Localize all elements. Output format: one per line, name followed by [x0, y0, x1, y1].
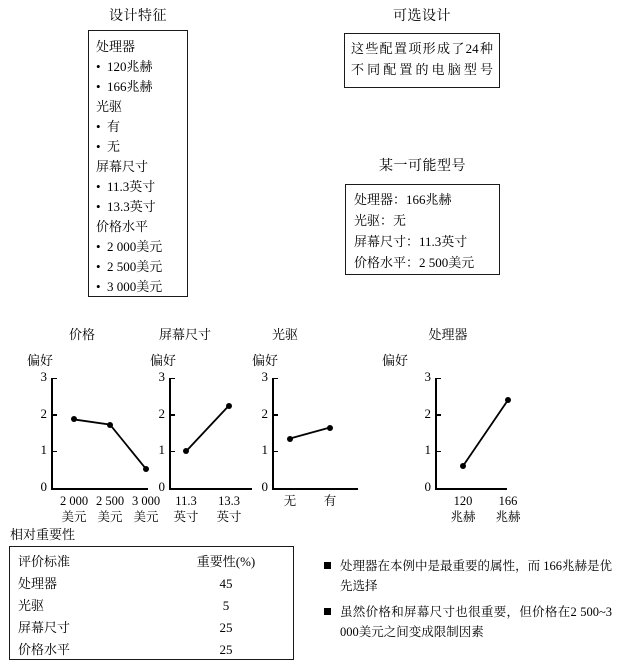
chart-data-point — [505, 397, 511, 403]
x-tick-label: 120 兆赫 — [450, 494, 476, 524]
bullet-glyph: • — [96, 59, 101, 74]
x-tick-label: 3 000 美元 — [131, 494, 161, 524]
feature-group-name: 光驱 — [96, 99, 123, 114]
feature-group-name: 处理器 — [96, 39, 136, 54]
y-tick-mark — [436, 414, 441, 416]
y-tick-label: 1 — [261, 442, 268, 458]
model-line: 价格水平：2 500美元 — [354, 255, 475, 270]
notes-list — [324, 556, 612, 648]
bullet-glyph: • — [96, 179, 101, 194]
chart-y-axis-label: 偏好 — [27, 353, 54, 368]
x-tick-label: 11.3 英寸 — [173, 494, 199, 524]
model-line: 处理器：166兆赫 — [354, 192, 452, 207]
square-bullet-icon — [324, 562, 331, 569]
alternative-design-heading: 可选设计 — [393, 9, 451, 24]
square-bullet-icon — [324, 608, 331, 615]
table-row — [10, 639, 293, 661]
table-row — [10, 573, 293, 595]
model-line: 屏幕尺寸：11.3英寸 — [354, 234, 468, 249]
chart-y-axis-label: 偏好 — [382, 353, 409, 368]
one-possible-model-heading: 某一可能型号 — [379, 159, 466, 174]
y-tick-label: 3 — [424, 369, 431, 384]
chart-x-axis — [435, 488, 507, 490]
chart-title: 光驱 — [271, 327, 298, 342]
table-row — [10, 595, 293, 617]
chart-data-point — [460, 463, 466, 469]
feature-option-label: 166兆赫 — [107, 79, 153, 94]
feature-group-name: 价格水平 — [96, 219, 149, 234]
alternative-design-text: 这些配置项形成了24种不同配置的电脑型号 — [351, 41, 493, 77]
chart-title: 屏幕尺寸 — [158, 327, 211, 342]
y-tick-label: 2 — [158, 405, 165, 421]
y-tick-label: 1 — [158, 442, 165, 458]
y-tick-label: 0 — [424, 479, 431, 494]
y-tick-label: 1 — [40, 442, 47, 458]
cell-criterion: 价格水平 — [18, 642, 71, 657]
cell-importance: 25 — [219, 620, 233, 635]
x-tick-label: 2 500 美元 — [95, 494, 125, 524]
cell-criterion: 光驱 — [18, 598, 45, 613]
bullet-glyph: • — [96, 199, 101, 214]
y-tick-label: 1 — [424, 442, 431, 458]
y-tick-label: 2 — [40, 405, 47, 421]
importance-table — [9, 546, 294, 660]
chart-title: 价格 — [68, 327, 95, 342]
x-tick-label: 2 000 美元 — [59, 494, 89, 524]
feature-option-label: 2 000美元 — [107, 239, 163, 254]
y-tick-mark — [436, 488, 441, 490]
note-item — [324, 602, 612, 642]
bullet-glyph: • — [96, 139, 101, 154]
y-tick-label: 0 — [261, 479, 268, 494]
note-text: 处理器在本例中是最重要的属性，而 166兆赫是优先选择 — [340, 559, 612, 593]
x-tick-label: 无 — [283, 494, 297, 508]
note-item — [324, 556, 612, 596]
relative-importance-heading: 相对重要性 — [10, 527, 76, 542]
cell-importance: 45 — [219, 576, 233, 591]
y-tick-mark — [436, 451, 441, 453]
feature-option-label: 3 000美元 — [107, 279, 163, 294]
chart-y-axis — [435, 378, 437, 490]
y-tick-mark — [436, 378, 441, 380]
y-tick-label: 2 — [424, 405, 431, 421]
y-tick-label: 3 — [158, 369, 165, 384]
cell-importance: 5 — [222, 598, 230, 613]
column-header-criterion: 评价标准 — [18, 554, 71, 569]
feature-group-name: 屏幕尺寸 — [96, 159, 149, 174]
bullet-glyph: • — [96, 279, 101, 294]
design-features-heading: 设计特征 — [109, 9, 167, 24]
feature-option-label: 11.3英寸 — [107, 179, 156, 194]
model-line: 光驱：无 — [354, 213, 407, 228]
y-tick-label: 3 — [40, 369, 47, 384]
bullet-glyph: • — [96, 119, 101, 134]
chart-y-axis-label: 偏好 — [150, 353, 177, 368]
chart-y-axis-label: 偏好 — [252, 353, 279, 368]
feature-option-label: 无 — [107, 139, 121, 154]
note-text: 虽然价格和屏幕尺寸也很重要，但价格在2 500~3 000美元之间变成限制因素 — [340, 605, 612, 639]
bullet-glyph: • — [96, 79, 101, 94]
cell-criterion: 屏幕尺寸 — [18, 620, 71, 635]
y-tick-label: 0 — [40, 479, 47, 494]
bullet-glyph: • — [96, 239, 101, 254]
x-tick-label: 166 兆赫 — [495, 494, 521, 524]
bullet-glyph: • — [96, 259, 101, 274]
feature-option-label: 2 500美元 — [107, 259, 163, 274]
cell-importance: 25 — [219, 642, 233, 657]
table-row — [10, 617, 293, 639]
x-tick-label: 13.3 英寸 — [216, 494, 242, 524]
feature-option-label: 120兆赫 — [107, 59, 153, 74]
feature-option-label: 13.3英寸 — [107, 199, 156, 214]
y-tick-label: 3 — [261, 369, 268, 384]
x-tick-label: 有 — [323, 494, 337, 508]
table-header-row — [10, 551, 293, 573]
chart-title: 处理器 — [428, 327, 468, 342]
column-header-importance: 重要性(%) — [196, 554, 256, 569]
cell-criterion: 处理器 — [18, 576, 58, 591]
y-tick-label: 2 — [261, 405, 268, 421]
y-tick-label: 0 — [158, 479, 165, 494]
feature-option-label: 有 — [107, 119, 121, 134]
